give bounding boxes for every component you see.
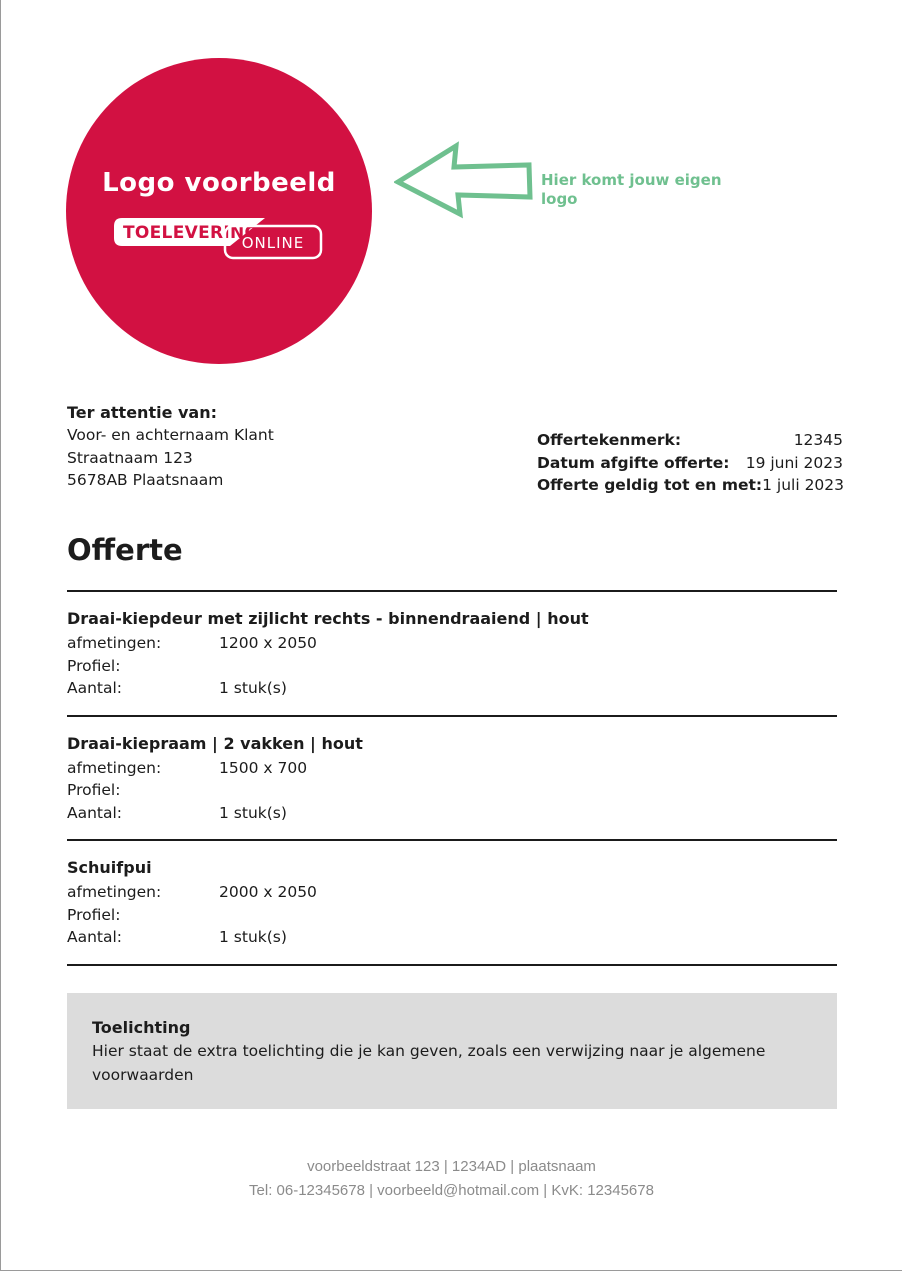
document-footer xyxy=(1,1155,902,1203)
spec-label: afmetingen: xyxy=(67,883,162,901)
recipient-street: Straatnaam 123 xyxy=(67,448,193,467)
spec-row xyxy=(67,677,837,700)
note-body: Hier staat de extra toelichting die je kan geven, zoals een verwijzing naar je algemene voorwaarden xyxy=(92,1041,766,1084)
spec-value: 1 stuk(s) xyxy=(219,803,287,822)
meta-value: 1 juli 2023 xyxy=(762,476,845,494)
spec-value xyxy=(219,904,837,927)
recipient-city: 5678AB Plaatsnaam xyxy=(67,471,224,489)
spec-value: 1 stuk(s) xyxy=(219,928,287,946)
footer-contact-line: Tel: 06-12345678 | voorbeeld@hotmail.com | KvK: 12345678 xyxy=(249,1182,654,1199)
meta-label: Offertekenmerk: xyxy=(537,431,682,449)
spec-row xyxy=(67,926,837,949)
arrow-outline xyxy=(398,146,530,214)
spec-label: Profiel: xyxy=(67,656,121,675)
note-heading: Toelichting xyxy=(92,1017,191,1037)
footer-address-line: voorbeeldstraat 123 | 1234AD | plaatsnaam xyxy=(307,1158,596,1175)
meta-value: 12345 xyxy=(793,431,843,449)
spec-row xyxy=(67,802,837,825)
logo-annotation-text: Hier komt jouw eigen logo xyxy=(541,171,722,208)
spec-value: 1 stuk(s) xyxy=(219,679,287,697)
spec-row xyxy=(67,655,837,678)
spec-value xyxy=(219,655,837,678)
badge-secondary-text: ONLINE xyxy=(241,234,305,252)
page-title: Offerte xyxy=(67,533,183,567)
spec-value: 2000 x 2050 xyxy=(219,883,317,901)
spec-row xyxy=(67,632,837,655)
offer-meta-block xyxy=(537,429,843,497)
spec-row xyxy=(67,757,837,780)
spec-label: Profiel: xyxy=(67,781,121,799)
spec-row xyxy=(67,881,837,904)
spec-label: Aantal: xyxy=(67,928,123,946)
spec-label: Aantal: xyxy=(67,803,123,822)
product-item xyxy=(67,717,837,842)
spec-row xyxy=(67,779,837,802)
meta-row-datum xyxy=(537,452,843,475)
spec-label: Profiel: xyxy=(67,905,121,924)
meta-label: Offerte geldig tot en met: xyxy=(537,476,763,494)
offer-body xyxy=(67,533,837,1109)
meta-value: 19 juni 2023 xyxy=(745,453,843,472)
product-name: Schuifpui xyxy=(67,858,152,877)
spec-row xyxy=(67,904,837,927)
product-item xyxy=(67,841,837,966)
note-box xyxy=(67,993,837,1109)
spec-value: 1200 x 2050 xyxy=(219,634,317,652)
spec-value: 1500 x 700 xyxy=(219,758,308,777)
spec-label: afmetingen: xyxy=(67,758,162,777)
spec-label: afmetingen: xyxy=(67,634,162,652)
recipient-heading: Ter attentie van: xyxy=(67,403,218,422)
meta-row-geldig xyxy=(537,474,843,497)
product-name: Draai-kiepdeur met zijlicht rechts - binnendraaiend | hout xyxy=(67,609,589,628)
product-item xyxy=(67,592,837,717)
meta-row-kenmerk xyxy=(537,429,843,452)
left-arrow-icon xyxy=(394,140,536,220)
logo-placeholder-label: Logo voorbeeld xyxy=(102,168,336,198)
recipient-block xyxy=(67,401,274,492)
spec-label: Aantal: xyxy=(67,679,123,697)
meta-label: Datum afgifte offerte: xyxy=(537,453,730,472)
recipient-name: Voor- en achternaam Klant xyxy=(67,426,274,444)
spec-value xyxy=(219,779,837,802)
product-name: Draai-kiepraam | 2 vakken | hout xyxy=(67,733,363,753)
badge-primary-text: TOELEVERING xyxy=(123,223,259,243)
toelevering-online-badge xyxy=(113,217,325,261)
company-logo-placeholder xyxy=(66,58,372,364)
